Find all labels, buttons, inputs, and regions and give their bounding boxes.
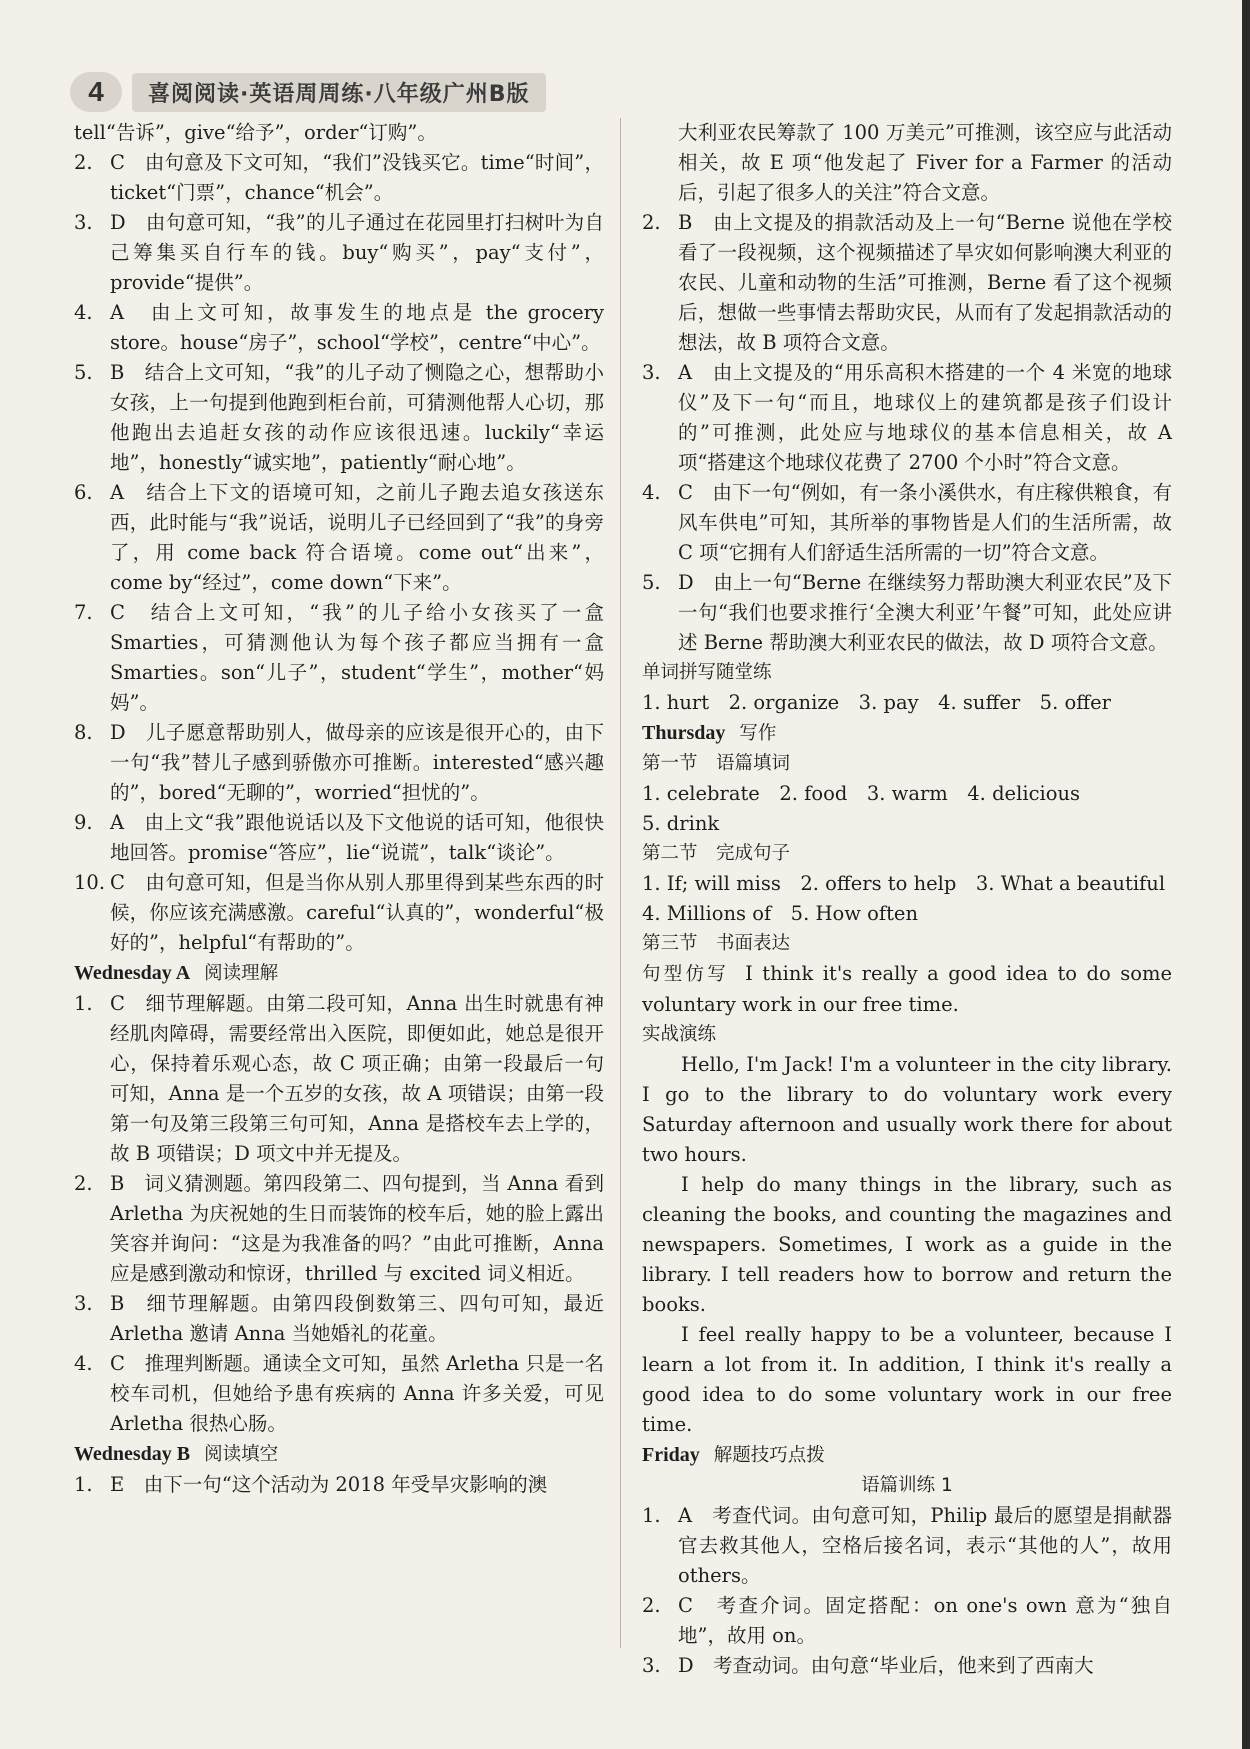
part2-title: 第二节 完成句子 — [642, 843, 791, 864]
item-text: C 由下一句“例如，有一条小溪供水，有庄稼供粮食，有风车供电”可知，其所举的事物皆是人们的生活所需，故 C 项“它拥有人们舒适生活所需的一切”符合文意。 — [678, 481, 1172, 564]
item-text: D 考查动词。由句意“毕业后，他来到了西南大 — [678, 1654, 1094, 1677]
item-text: D 儿子愿意帮助别人，做母亲的应该是很开心的，由下一句“我”替儿子感到骄傲亦可推断。interested“感兴趣的”，bored“无聊的”，worried“担忧的”。 — [110, 721, 604, 804]
answer-item — [74, 208, 604, 298]
spelling-answers: 1. hurt 2. organize 3. pay 4. suffer 5. offer — [642, 691, 1111, 714]
practice-title: 实战演练 — [642, 1024, 717, 1045]
item-text: C 细节理解题。由第二段可知，Anna 出生时就患有神经肌肉障碍，需要经常出入医院，即便如此，她总是很开心，保持着乐观心态，故 C 项正确；由第一段最后一句可知，Anna 是一个五岁的女孩，故 A 项错误；由第一段第一句及第三段第三句可知，Anna 是搭校车去上学的，故 B 项错误；D 项文中并无提及。 — [110, 992, 604, 1165]
section-title-en: Wednesday B — [74, 1443, 191, 1465]
answer-item — [642, 358, 1172, 478]
section-heading-thursday — [642, 718, 1172, 749]
item-text: C 推理判断题。通读全文可知，虽然 Arletha 只是一名校车司机，但她给予患有疾病的 Anna 许多关爱，可见 Arletha 很热心肠。 — [110, 1352, 604, 1435]
spelling-title: 单词拼写随堂练 — [642, 662, 772, 683]
item-number: 8. — [74, 721, 93, 744]
item-text: C 由句意及下文可知，“我们”没钱买它。time“时间”，ticket“门票”，chance“机会”。 — [110, 151, 604, 204]
section-title-en: Wednesday A — [74, 962, 191, 984]
answer-item — [74, 1349, 604, 1439]
item-text: C 由句意可知，但是当你从别人那里得到某些东西的时候，你应该充满感激。careful“认真的”，wonderful“极好的”，helpful“有帮助的”。 — [110, 871, 604, 954]
section-heading-wednesday-b — [74, 1439, 604, 1470]
item-number: 5. — [642, 571, 661, 594]
item-number: 5. — [74, 361, 93, 384]
answer-item — [74, 358, 604, 478]
item-text: A 考查代词。由句意可知，Philip 最后的愿望是捐献器官去救其他人，空格后接名词，表示“其他的人”，故用 others。 — [678, 1504, 1172, 1587]
answer-item — [74, 1289, 604, 1349]
part2-answers: 1. If; will miss 2. offers to help 3. What a beautiful — [642, 872, 1166, 895]
item-number: 4. — [74, 301, 93, 324]
essay-paragraph: Hello, I'm Jack! I'm a volunteer in the city library. I go to the library to do voluntary work every Saturday afternoon and usually work there for about two hours. — [642, 1053, 1172, 1166]
continuation-text: 大利亚农民筹款了 100 万美元”可推测，该空应与此活动相关，故 E 项“他发起了 Fiver for a Farmer 的活动后，引起了很多人的关注”符合文意。 — [678, 121, 1172, 204]
right-column — [642, 118, 1172, 1681]
section-heading-friday — [642, 1440, 1172, 1471]
answer-item — [74, 808, 604, 868]
imitation-block — [642, 959, 1172, 1020]
section-heading-wednesday-a — [74, 958, 604, 989]
item-text: A 由上文“我”跟他说话以及下文他说的话可知，他很快地回答。promise“答应”，lie“说谎”，talk“谈论”。 — [110, 811, 604, 864]
item-text: D 由句意可知，“我”的儿子通过在花园里打扫树叶为自己筹集买自行车的钱。buy“购买”，pay“支付”，provide“提供”。 — [110, 211, 604, 294]
left-column — [74, 118, 604, 1500]
section-title-cn: 阅读填空 — [204, 1444, 279, 1465]
item-number: 2. — [642, 1594, 661, 1617]
item-number: 4. — [642, 481, 661, 504]
item-number: 1. — [642, 1504, 661, 1527]
item-text: C 结合上文可知，“我”的儿子给小女孩买了一盒 Smarties，可猜测他认为每个孩子都应当拥有一盒 Smarties。son“儿子”，student“学生”，mother“妈妈”。 — [110, 601, 604, 714]
item-number: 1. — [74, 1473, 93, 1496]
item-number: 2. — [642, 211, 661, 234]
essay-paragraph: I feel really happy to be a volunteer, because I learn a lot from it. In addition, I think it's really a good idea to do some voluntary work in our free time. — [642, 1323, 1172, 1436]
answer-item — [74, 148, 604, 208]
answer-item — [74, 1169, 604, 1289]
lead-in-text: tell“告诉”，give“给予”，order“订购”。 — [74, 121, 437, 144]
running-title: 喜阅阅读·英语周周练·八年级广州B版 — [132, 73, 546, 112]
item-number: 2. — [74, 151, 93, 174]
item-number: 7. — [74, 601, 93, 624]
answer-item — [74, 478, 604, 598]
item-text: A 由上文可知，故事发生的地点是 the grocery store。house“房子”，school“学校”，centre“中心”。 — [110, 301, 604, 354]
item-number: 3. — [74, 1292, 93, 1315]
page-edge-shadow — [1242, 0, 1250, 1749]
item-text: A 由上文提及的“用乐高积木搭建的一个 4 米宽的地球仪”及下一句“而且，地球仪上的建筑都是孩子们设计的”可推测，此处应与地球仪的基本信息相关，故 A 项“搭建这个地球仪花费了 2700 个小时”符合文意。 — [678, 361, 1172, 474]
answer-item — [642, 478, 1172, 568]
answer-item — [642, 1501, 1172, 1591]
page-number: 4 — [70, 72, 122, 112]
item-text: D 由上一句“Berne 在继续努力帮助澳大利亚农民”及下一句“我们也要求推行‘全澳大利亚’午餐”可知，此处应讲述 Berne 帮助澳大利亚农民的做法，故 D 项符合文意。 — [678, 571, 1172, 654]
imitation-text: I think it's really a good idea to do some voluntary work in our free time. — [642, 962, 1172, 1016]
part3-title: 第三节 书面表达 — [642, 933, 791, 954]
column-divider — [620, 118, 621, 1648]
imitation-label: 句型仿写 — [642, 964, 730, 985]
part1-answers: 1. celebrate 2. food 3. warm 4. delicious — [642, 782, 1081, 805]
item-number: 3. — [74, 211, 93, 234]
item-text: A 结合上下文的语境可知，之前儿子跑去追女孩送东西，此时能与“我”说话，说明儿子已经回到了“我”的身旁了，用 come back 符合语境。come out“出来”，come by“经过”，come down“下来”。 — [110, 481, 604, 594]
answer-item — [642, 1591, 1172, 1651]
part1-title: 第一节 语篇填词 — [642, 753, 791, 774]
item-number: 1. — [74, 992, 93, 1015]
essay-paragraph: I help do many things in the library, such as cleaning the books, and counting the magazines and newspapers. Sometimes, I work as a guide in the library. I tell readers how to borrow and return the books. — [642, 1173, 1172, 1316]
item-text: E 由下一句“这个活动为 2018 年受旱灾影响的澳 — [110, 1473, 548, 1496]
item-number: 3. — [642, 1654, 661, 1677]
section-title-cn: 写作 — [739, 723, 777, 744]
part1-answers-cont: 5. drink — [642, 812, 720, 835]
answer-item — [74, 718, 604, 808]
item-number: 9. — [74, 811, 93, 834]
item-number: 6. — [74, 481, 93, 504]
item-text: B 由上文提及的捐款活动及上一句“Berne 说他在学校看了一段视频，这个视频描述了旱灾如何影响澳大利亚的农民、儿童和动物的生活”可推测，Berne 看了这个视频后，想做一些事情去帮助灾民，从而有了发起捐款活动的想法，故 B 项符合文意。 — [678, 211, 1172, 354]
item-number: 4. — [74, 1352, 93, 1375]
item-number: 10. — [74, 871, 106, 894]
answer-item — [74, 298, 604, 358]
item-text: C 考查介词。固定搭配：on one's own 意为“独自地”，故用 on。 — [678, 1594, 1172, 1647]
section-title-cn: 阅读理解 — [204, 963, 279, 984]
answer-item — [642, 568, 1172, 658]
answer-item — [74, 868, 604, 958]
item-text: B 词义猜测题。第四段第二、四句提到，当 Anna 看到 Arletha 为庆祝她的生日而装饰的校车后，她的脸上露出笑容并询问：“这是为我准备的吗？”由此可推断，Anna 应是感到激动和惊讶，thrilled 与 excited 词义相近。 — [110, 1172, 604, 1285]
section-title-en: Friday — [642, 1444, 700, 1466]
answer-item — [74, 1470, 604, 1500]
item-number: 2. — [74, 1172, 93, 1195]
item-number: 3. — [642, 361, 661, 384]
answer-item — [74, 598, 604, 718]
section-title-en: Thursday — [642, 722, 726, 744]
training-title: 语篇训练 1 — [861, 1475, 953, 1496]
page-header — [70, 70, 546, 114]
answer-item — [74, 989, 604, 1169]
item-text: B 结合上文可知，“我”的儿子动了恻隐之心，想帮助小女孩，上一句提到他跑到柜台前，可猜测他帮人心切，那他跑出去追赶女孩的动作应该很迅速。luckily“幸运地”，honestly“诚实地”，patiently“耐心地”。 — [110, 361, 604, 474]
answer-item — [642, 208, 1172, 358]
item-text: B 细节理解题。由第四段倒数第三、四句可知，最近 Arletha 邀请 Anna 当她婚礼的花童。 — [110, 1292, 604, 1345]
answer-item — [642, 1651, 1172, 1681]
part2-answers-cont: 4. Millions of 5. How often — [642, 902, 919, 925]
section-title-cn: 解题技巧点拨 — [713, 1445, 825, 1466]
